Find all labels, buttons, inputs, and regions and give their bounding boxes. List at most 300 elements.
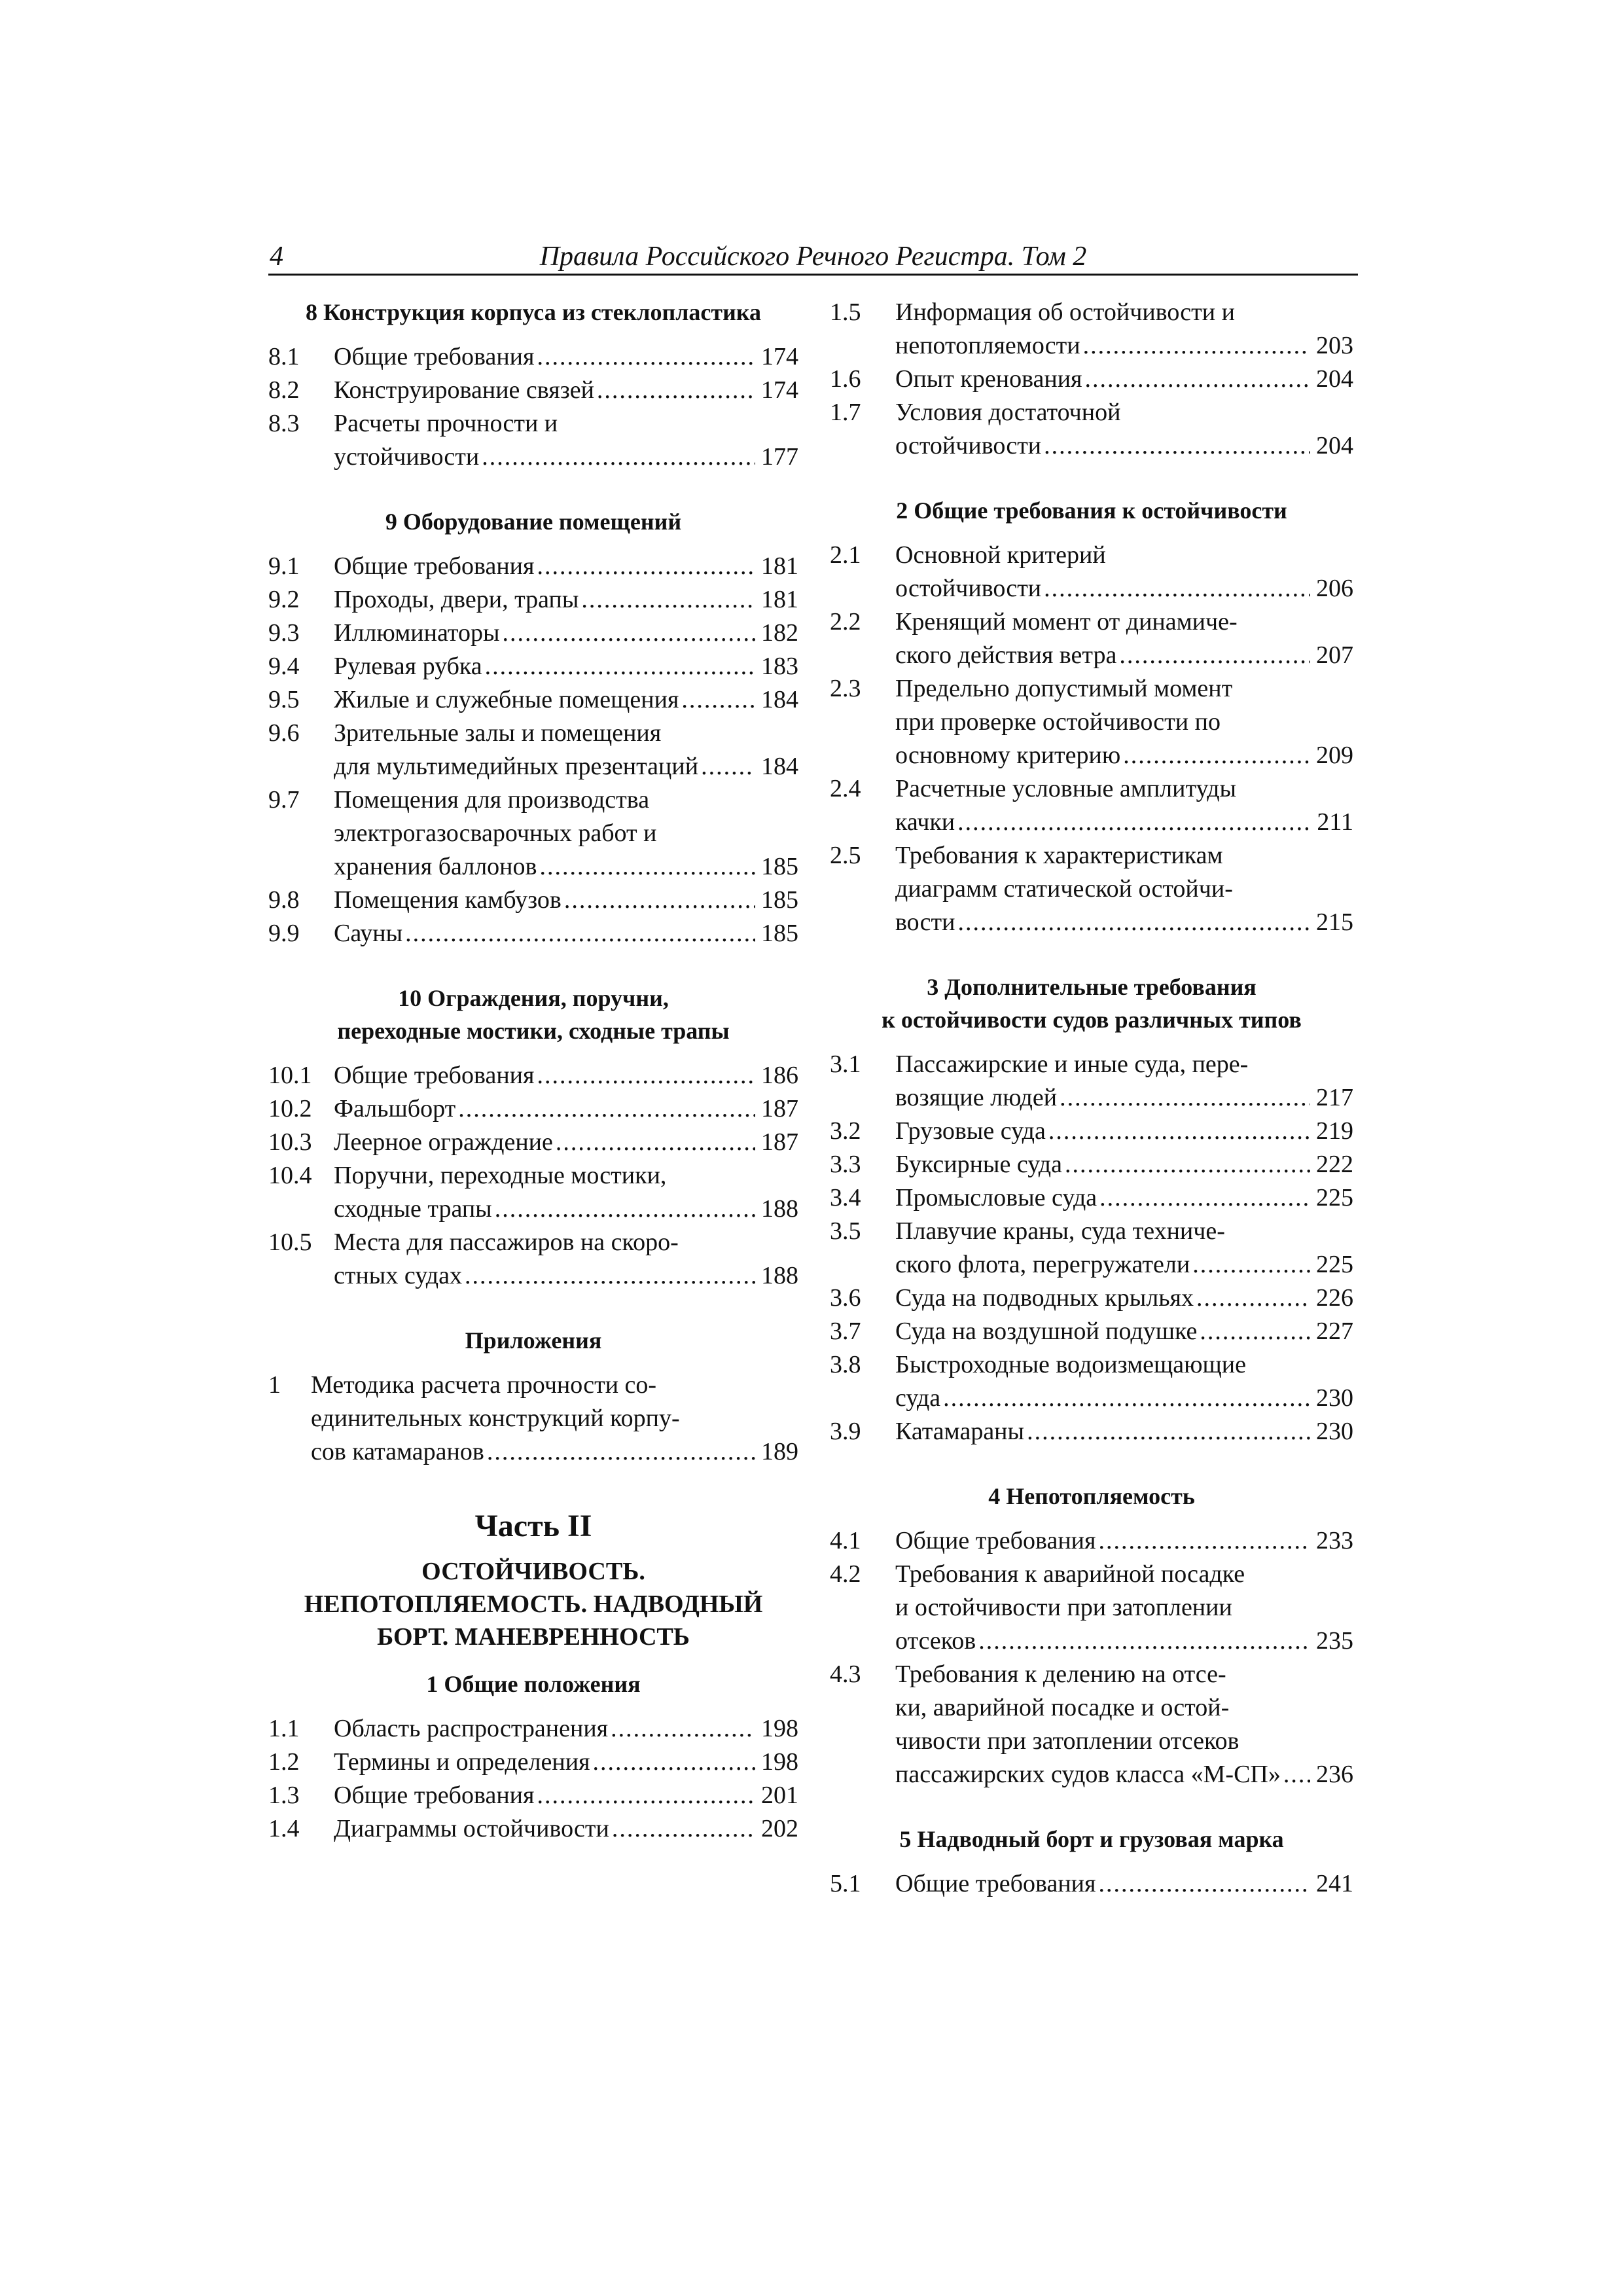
toc-entry-page: 189 <box>761 1438 798 1465</box>
section-1-continued <box>830 296 1353 463</box>
toc-entry <box>830 1148 1353 1181</box>
toc-entry <box>268 583 798 617</box>
section-2-title: 2 Общие требования к остойчивости <box>896 497 1287 524</box>
toc-entry-body <box>895 539 1353 605</box>
dot-leader <box>495 1193 755 1226</box>
toc-entry-number: 2.4 <box>830 775 861 802</box>
toc-entry-body <box>895 296 1353 363</box>
toc-entry-number: 1.1 <box>268 1715 300 1742</box>
toc-entry <box>830 1415 1353 1448</box>
toc-entry <box>268 683 798 717</box>
toc-entry <box>830 839 1353 939</box>
section-10-entries <box>268 1059 798 1293</box>
toc-entry-body <box>334 1779 798 1812</box>
toc-entry-page: 183 <box>761 653 798 680</box>
toc-entry-line <box>334 750 798 783</box>
toc-entry-text: отсеков <box>895 1627 976 1655</box>
toc-entry <box>830 772 1353 839</box>
toc-entry-page: 174 <box>761 343 798 370</box>
toc-entry-body <box>895 672 1353 772</box>
toc-entry-line <box>895 1315 1353 1348</box>
toc-entry <box>830 1181 1353 1215</box>
dot-leader <box>1192 1248 1310 1282</box>
toc-entry-page: 186 <box>761 1062 798 1089</box>
toc-entry-body <box>334 1059 798 1092</box>
toc-entry-line <box>895 429 1353 463</box>
toc-entry-text: Сауны <box>334 920 403 947</box>
toc-entry-number: 9.7 <box>268 786 300 814</box>
toc-entry-body <box>334 1159 798 1226</box>
toc-entry-body <box>895 1148 1353 1181</box>
toc-entry-page: 188 <box>761 1262 798 1289</box>
toc-entry-page: 207 <box>1316 641 1353 669</box>
dot-leader <box>701 750 755 783</box>
toc-entry-page: 187 <box>761 1095 798 1122</box>
section-4-entries <box>830 1524 1353 1791</box>
toc-entry-page: 185 <box>761 886 798 914</box>
toc-entry-number: 1.2 <box>268 1748 300 1776</box>
right-column <box>830 296 1353 1901</box>
toc-entry-page: 174 <box>761 376 798 404</box>
section-4 <box>830 1480 1353 1791</box>
toc-entry-number: 3.6 <box>830 1284 861 1312</box>
toc-entry-line: Расчетные условные амплитуды <box>895 775 1237 802</box>
toc-entry-line <box>311 1435 798 1469</box>
toc-entry-page: 219 <box>1316 1117 1353 1145</box>
appendices-entries <box>268 1369 798 1469</box>
dot-leader <box>978 1624 1310 1658</box>
toc-entry <box>268 407 798 474</box>
dot-leader <box>612 1812 755 1846</box>
toc-entry-text: вости <box>895 908 955 936</box>
toc-entry <box>268 1812 798 1846</box>
toc-entry-page: 225 <box>1316 1184 1353 1211</box>
toc-entry-number: 4.1 <box>830 1527 861 1554</box>
toc-entry-text: Опыт кренования <box>895 365 1082 393</box>
toc-entry-body <box>334 1712 798 1746</box>
toc-entry-number: 2.1 <box>830 541 861 569</box>
part-subtitle-line-2: НЕПОТОПЛЯЕМОСТЬ. НАДВОДНЫЙ <box>304 1590 763 1618</box>
dot-leader <box>1200 1315 1310 1348</box>
toc-entry-text: Общие требования <box>895 1527 1096 1554</box>
toc-entry-body <box>334 1226 798 1293</box>
toc-entry-number: 5.1 <box>830 1870 861 1897</box>
toc-entry-body <box>895 1658 1353 1791</box>
toc-entry <box>830 1315 1353 1348</box>
toc-entry-body <box>334 884 798 917</box>
toc-entry-body <box>334 617 798 650</box>
toc-entry-text: возящие людей <box>895 1084 1058 1111</box>
toc-entry-line <box>895 1624 1353 1658</box>
toc-entry-line <box>334 1812 798 1846</box>
dot-leader <box>539 850 755 884</box>
toc-entry <box>268 1779 798 1812</box>
toc-entry-page: 235 <box>1316 1627 1353 1655</box>
toc-entry <box>830 1658 1353 1791</box>
toc-entry-page: 198 <box>761 1715 798 1742</box>
toc-entry-number: 3.8 <box>830 1351 861 1378</box>
toc-entry-body <box>895 1348 1353 1415</box>
section-1 <box>268 1668 798 1846</box>
toc-entry-page: 230 <box>1316 1384 1353 1412</box>
toc-entry-page: 182 <box>761 619 798 647</box>
dot-leader <box>1027 1415 1310 1448</box>
toc-entry-page: 215 <box>1316 908 1353 936</box>
toc-entry-line: Требования к делению на отсе- <box>895 1660 1226 1688</box>
toc-entry-line: Информация об остойчивости и <box>895 298 1235 326</box>
dot-leader <box>537 550 755 583</box>
toc-entry-line: Предельно допустимый момент <box>895 675 1233 702</box>
toc-entry-body <box>895 839 1353 939</box>
toc-entry-line <box>334 1193 798 1226</box>
toc-entry-line: диаграмм статической остойчи- <box>895 875 1233 903</box>
toc-entry-line <box>334 440 798 474</box>
toc-entry-line: Зрительные залы и помещения <box>334 719 662 747</box>
toc-entry-number: 1.3 <box>268 1782 300 1809</box>
part-subtitle <box>268 1555 798 1653</box>
toc-entry-number: 3.4 <box>830 1184 861 1211</box>
toc-entry-line: Основной критерий <box>895 541 1106 569</box>
toc-entry-body <box>334 407 798 474</box>
toc-entry-number: 1.6 <box>830 365 861 393</box>
toc-entry-line <box>895 1415 1353 1448</box>
toc-entry-text: Суда на подводных крыльях <box>895 1284 1194 1312</box>
toc-entry-body <box>895 605 1353 672</box>
toc-entry-text: для мультимедийных презентаций <box>334 753 699 780</box>
toc-entry-line <box>334 340 798 374</box>
dot-leader <box>465 1259 755 1293</box>
toc-entry-number: 9.2 <box>268 586 300 613</box>
toc-entry-line: Быстроходные водоизмещающие <box>895 1351 1246 1378</box>
toc-entry <box>268 617 798 650</box>
toc-entry-number: 9.9 <box>268 920 300 947</box>
toc-entry <box>830 1282 1353 1315</box>
toc-entry-text: стных судах <box>334 1262 463 1289</box>
toc-entry-line <box>895 1115 1353 1148</box>
dot-leader <box>482 440 755 474</box>
toc-entry-text: Рулевая рубка <box>334 653 482 680</box>
toc-entry-line <box>334 1259 798 1293</box>
dot-leader <box>597 374 755 407</box>
toc-entry <box>268 650 798 683</box>
dot-leader <box>1283 1758 1310 1791</box>
dot-leader <box>1083 329 1310 363</box>
toc-entry-line: и остойчивости при затоплении <box>895 1594 1232 1621</box>
toc-entry-text: сов катамаранов <box>311 1438 484 1465</box>
section-8 <box>268 296 798 474</box>
toc-entry <box>830 1115 1353 1148</box>
toc-entry-line <box>334 1059 798 1092</box>
toc-entry-text: Общие требования <box>334 552 535 580</box>
toc-entry-line <box>334 1126 798 1159</box>
toc-entry-line <box>895 1181 1353 1215</box>
toc-entry-line <box>895 906 1353 939</box>
toc-entry-line <box>334 884 798 917</box>
toc-entry-text: ского действия ветра <box>895 641 1117 669</box>
toc-entry-line: чивости при затоплении отсеков <box>895 1727 1240 1755</box>
toc-entry <box>830 605 1353 672</box>
running-title: Правила Российского Речного Регистра. Том 2 <box>539 242 1087 272</box>
toc-entry-line <box>895 1282 1353 1315</box>
section-2 <box>830 494 1353 939</box>
section-5-title: 5 Надводный борт и грузовая марка <box>899 1826 1284 1852</box>
toc-entry-text: Грузовые суда <box>895 1117 1046 1145</box>
toc-entry <box>268 1746 798 1779</box>
section-10-title-line-1: 10 Ограждения, поручни, <box>398 985 669 1011</box>
toc-entry-number: 9.1 <box>268 552 300 580</box>
toc-entry-line <box>895 329 1353 363</box>
toc-entry-line <box>334 617 798 650</box>
section-3-entries <box>830 1048 1353 1448</box>
toc-entry-line <box>334 917 798 950</box>
toc-entry-number: 1.7 <box>830 399 861 426</box>
toc-entry-page: 233 <box>1316 1527 1353 1554</box>
toc-entry-body <box>895 1115 1353 1148</box>
part-subtitle-line-1: ОСТОЙЧИВОСТЬ. <box>421 1558 645 1585</box>
dot-leader <box>1123 739 1310 772</box>
toc-entry-body <box>334 783 798 884</box>
toc-entry-page: 211 <box>1317 808 1353 836</box>
toc-entry <box>268 1092 798 1126</box>
dot-leader <box>1044 429 1310 463</box>
dot-leader <box>581 583 755 617</box>
toc-entry-text: пассажирских судов класса «М-СП» <box>895 1761 1281 1788</box>
toc-entry-line: электрогазосварочных работ и <box>334 819 657 847</box>
toc-entry-text: Общие требования <box>895 1870 1096 1897</box>
toc-entry-text: Общие требования <box>334 343 535 370</box>
toc-entry-page: 222 <box>1316 1151 1353 1178</box>
toc-entry-line <box>334 1712 798 1746</box>
toc-entry-body <box>334 650 798 683</box>
section-3 <box>830 971 1353 1448</box>
toc-entry-text: основному критерию <box>895 742 1121 769</box>
toc-entry <box>268 1226 798 1293</box>
toc-entry-number: 9.8 <box>268 886 300 914</box>
toc-entry-page: 181 <box>761 552 798 580</box>
toc-entry-number: 4.2 <box>830 1560 861 1588</box>
toc-entry <box>268 884 798 917</box>
toc-entry <box>268 717 798 783</box>
section-10-title-line-2: переходные мостики, сходные трапы <box>337 1018 730 1044</box>
dot-leader <box>1098 1867 1310 1901</box>
toc-entry-line: Плавучие краны, суда техниче- <box>895 1217 1225 1245</box>
toc-entry <box>830 1048 1353 1115</box>
toc-entry-body <box>334 583 798 617</box>
toc-entry-line: Поручни, переходные мостики, <box>334 1162 667 1189</box>
toc-entry-text: устойчивости <box>334 443 480 471</box>
toc-entry-page: 230 <box>1316 1418 1353 1445</box>
toc-entry-body <box>895 1524 1353 1558</box>
toc-entry-number: 3.9 <box>830 1418 861 1445</box>
toc-entry-line: ки, аварийной посадке и остой- <box>895 1694 1230 1721</box>
toc-entry-page: 187 <box>761 1128 798 1156</box>
dot-leader <box>957 906 1310 939</box>
toc-entry-number: 8.1 <box>268 343 300 370</box>
toc-entry-text: ского флота, перегружатели <box>895 1251 1190 1278</box>
toc-entry-number: 10.1 <box>268 1062 312 1089</box>
toc-entry-line <box>334 650 798 683</box>
toc-entry-page: 177 <box>761 443 798 471</box>
dot-leader <box>681 683 755 717</box>
section-8-entries <box>268 340 798 474</box>
toc-entry-line <box>895 572 1353 605</box>
dot-leader <box>1085 363 1310 396</box>
toc-entry-text: Суда на воздушной подушке <box>895 1318 1198 1345</box>
toc-entry-text: Фальшборт <box>334 1095 456 1122</box>
toc-entry-text: хранения баллонов <box>334 853 537 880</box>
dot-leader <box>405 917 755 950</box>
section-9-title: 9 Оборудование помещений <box>385 509 682 535</box>
toc-entry <box>268 1369 798 1469</box>
dot-leader <box>593 1746 755 1779</box>
toc-entry-body <box>895 1048 1353 1115</box>
toc-entry-line: Условия достаточной <box>895 399 1121 426</box>
section-1-title: 1 Общие положения <box>426 1671 641 1697</box>
toc-entry <box>268 1159 798 1226</box>
toc-entry-body <box>334 550 798 583</box>
toc-entry <box>830 539 1353 605</box>
toc-entry-line <box>895 739 1353 772</box>
toc-entry-body <box>334 1092 798 1126</box>
toc-entry-text: остойчивости <box>895 432 1042 459</box>
toc-entry <box>268 1126 798 1159</box>
section-1-continued-entries <box>830 296 1353 463</box>
toc-entry-page: 227 <box>1316 1318 1353 1345</box>
toc-entry-body <box>895 1315 1353 1348</box>
toc-entry-text: Общие требования <box>334 1062 535 1089</box>
toc-entry-number: 2.5 <box>830 842 861 869</box>
toc-entry-number: 8.3 <box>268 410 300 437</box>
toc-entry-line <box>895 1758 1353 1791</box>
toc-entry-line: Требования к характеристикам <box>895 842 1223 869</box>
toc-entry-body <box>895 1415 1353 1448</box>
toc-entry-body <box>895 396 1353 463</box>
toc-entry-body <box>334 683 798 717</box>
toc-entry-line: Пассажирские и иные суда, пере- <box>895 1050 1249 1078</box>
toc-entry-text: суда <box>895 1384 941 1412</box>
toc-entry-number: 2.3 <box>830 675 861 702</box>
toc-entry-line <box>895 1248 1353 1282</box>
toc-entry-body <box>334 374 798 407</box>
toc-entry-number: 10.4 <box>268 1162 312 1189</box>
toc-entry-page: 204 <box>1316 432 1353 459</box>
toc-entry-text: остойчивости <box>895 575 1042 602</box>
toc-entry-text: Промысловые суда <box>895 1184 1097 1211</box>
section-5-entries <box>830 1867 1353 1901</box>
toc-entry-page: 209 <box>1316 742 1353 769</box>
toc-entry-line <box>895 1081 1353 1115</box>
toc-entry <box>830 296 1353 363</box>
toc-entry-line: Кренящий момент от динамиче- <box>895 608 1238 636</box>
dot-leader <box>611 1712 755 1746</box>
toc-entry-page: 198 <box>761 1748 798 1776</box>
toc-entry-body <box>895 1282 1353 1315</box>
toc-entry-body <box>334 340 798 374</box>
toc-entry <box>268 374 798 407</box>
toc-entry-line: Помещения для производства <box>334 786 650 814</box>
dot-leader <box>458 1092 755 1126</box>
toc-entry-body <box>895 1215 1353 1282</box>
toc-entry <box>268 1059 798 1092</box>
toc-entry-line: Расчеты прочности и <box>334 410 558 437</box>
toc-entry-line <box>334 583 798 617</box>
toc-entry-text: Жилые и служебные помещения <box>334 686 679 713</box>
toc-entry-body <box>334 917 798 950</box>
toc-entry-body <box>311 1369 798 1469</box>
section-2-entries <box>830 539 1353 939</box>
toc-entry-line <box>895 1524 1353 1558</box>
toc-entry <box>830 1867 1353 1901</box>
dot-leader <box>556 1126 755 1159</box>
section-5 <box>830 1823 1353 1901</box>
toc-entry-line: Места для пассажиров на скоро- <box>334 1229 679 1256</box>
dot-leader <box>1044 572 1310 605</box>
section-4-title: 4 Непотопляемость <box>988 1483 1195 1509</box>
toc-entry-text: Помещения камбузов <box>334 886 562 914</box>
dot-leader <box>1119 639 1310 672</box>
toc-entry-text: Конструирование связей <box>334 376 594 404</box>
toc-entry-number: 10.3 <box>268 1128 312 1156</box>
toc-entry-page: 185 <box>761 853 798 880</box>
toc-entry-number: 10.5 <box>268 1229 312 1256</box>
toc-entry-page: 226 <box>1316 1284 1353 1312</box>
toc-entry-text: Общие требования <box>334 1782 535 1809</box>
toc-entry-page: 236 <box>1316 1761 1353 1788</box>
toc-entry-page: 204 <box>1316 365 1353 393</box>
toc-entry <box>830 396 1353 463</box>
toc-entry-text: Катамараны <box>895 1418 1025 1445</box>
toc-entry-body <box>334 1126 798 1159</box>
toc-entry-text: качки <box>895 808 955 836</box>
toc-entry-line <box>895 1382 1353 1415</box>
toc-entry-body <box>895 1867 1353 1901</box>
toc-entry-line <box>334 374 798 407</box>
toc-entry-number: 9.4 <box>268 653 300 680</box>
toc-entry-text: Термины и определения <box>334 1748 590 1776</box>
dot-leader <box>503 617 756 650</box>
toc-entry-page: 185 <box>761 920 798 947</box>
toc-entry-page: 184 <box>761 686 798 713</box>
toc-entry-number: 10.2 <box>268 1095 312 1122</box>
dot-leader <box>537 1059 755 1092</box>
toc-entry-text: Диаграммы остойчивости <box>334 1815 609 1842</box>
dot-leader <box>487 1435 755 1469</box>
toc-entry-line <box>334 1092 798 1126</box>
left-column <box>268 296 798 1846</box>
toc-entry-body <box>895 772 1353 839</box>
toc-entry-line <box>895 1148 1353 1181</box>
dot-leader <box>1099 1181 1310 1215</box>
section-1-entries <box>268 1712 798 1846</box>
toc-entry-number: 9.3 <box>268 619 300 647</box>
toc-entry-number: 4.3 <box>830 1660 861 1688</box>
toc-entry-line <box>895 806 1353 839</box>
toc-entry-page: 241 <box>1316 1870 1353 1897</box>
toc-entry-line <box>895 363 1353 396</box>
dot-leader <box>564 884 755 917</box>
toc-entry-text: непотопляемости <box>895 332 1080 359</box>
section-3-title-line-2: к остойчивости судов различных типов <box>882 1007 1302 1033</box>
toc-entry-line <box>334 1779 798 1812</box>
toc-entry-line <box>334 1746 798 1779</box>
toc-entry <box>268 917 798 950</box>
toc-entry-line: единительных конструкций корпу- <box>311 1405 680 1432</box>
toc-entry <box>830 1215 1353 1282</box>
toc-entry-text: сходные трапы <box>334 1195 492 1223</box>
toc-entry-line <box>895 1867 1353 1901</box>
toc-entry-number: 1 <box>268 1371 281 1399</box>
toc-entry <box>830 1348 1353 1415</box>
